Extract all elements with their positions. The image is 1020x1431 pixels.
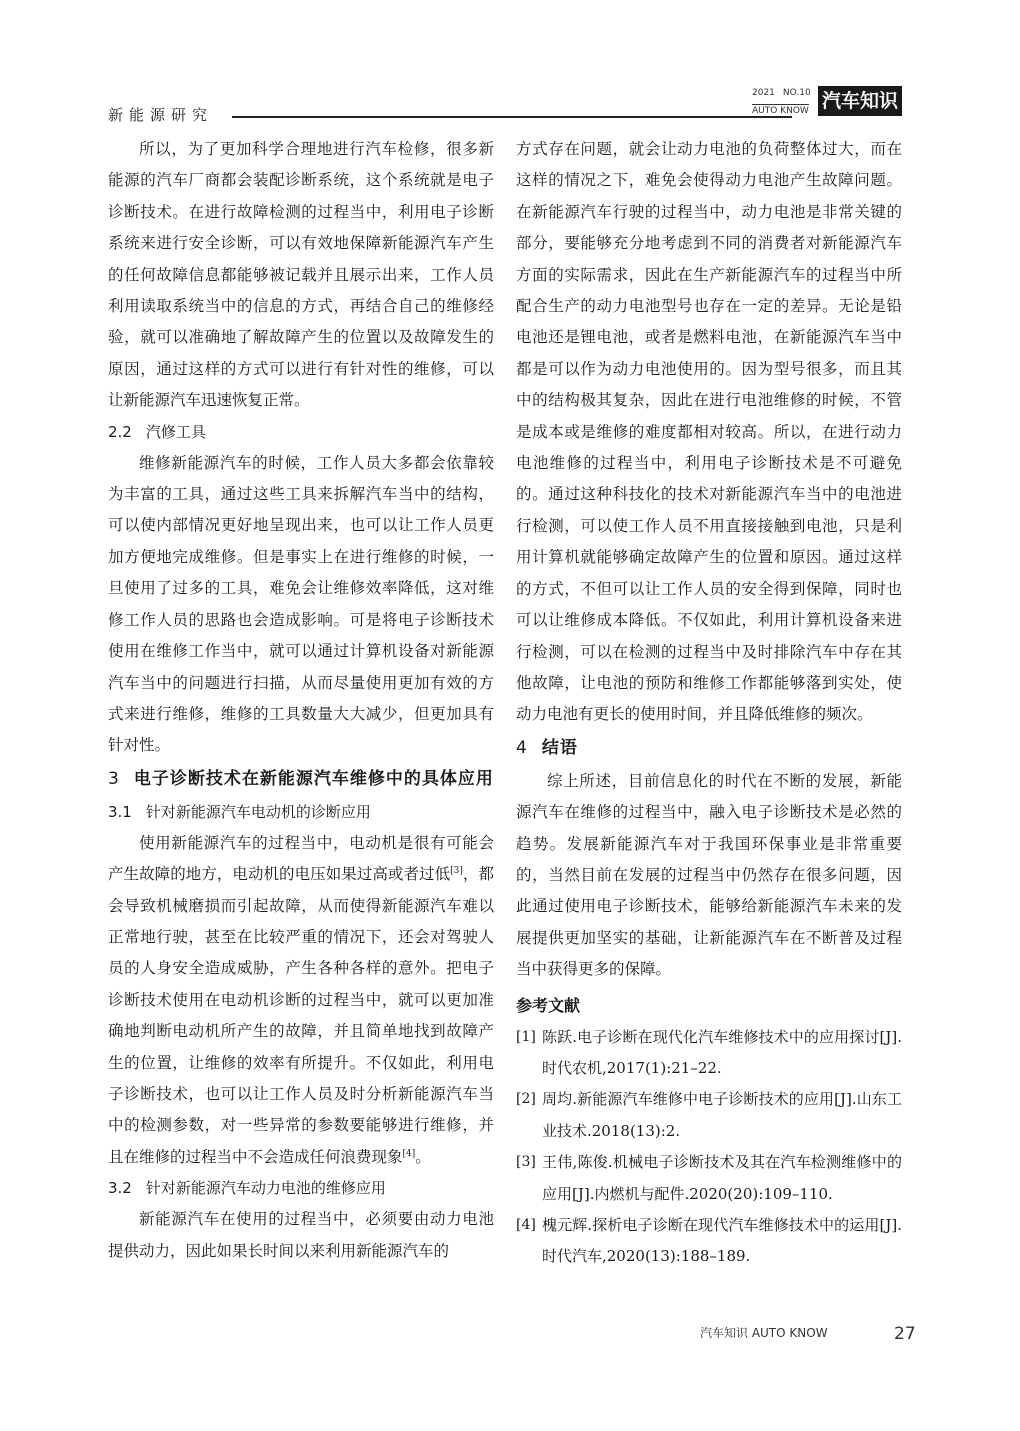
section-number: 3.2 [108, 1179, 132, 1198]
reference-text: 王伟,陈俊.机械电子诊断技术及其在汽车检测维修中的应用[J].内燃机与配件.2020(20):109–110. [542, 1153, 902, 1203]
reference-item [516, 1147, 902, 1210]
section-number: 4 [516, 737, 528, 758]
right-column [516, 134, 902, 1273]
issue-year: 2021 [752, 88, 775, 98]
paragraph [108, 828, 494, 1173]
section-number: 2.2 [108, 422, 132, 441]
paragraph-text: 使用新能源汽车的过程当中，电动机是很有可能会产生故障的地方，电动机的电压如果过高或者过低 [108, 833, 494, 884]
reference-number: [1] [516, 1028, 536, 1045]
reference-text: 陈跃.电子诊断在现代化汽车维修技术中的应用探讨[J].时代农机,2017(1):21–22. [542, 1027, 902, 1077]
left-column [108, 134, 494, 1267]
section-number: 3 [108, 768, 120, 789]
section-title: 电子诊断技术在新能源汽车维修中的具体应用 [133, 768, 494, 789]
section-title: 针对新能源汽车动力电池的维修应用 [145, 1179, 386, 1198]
citation[interactable]: [4] [402, 1148, 416, 1159]
section-number: 3.1 [108, 802, 132, 821]
journal-masthead [752, 86, 902, 118]
reference-item [516, 1210, 902, 1273]
paragraph: 综上所述，目前信息化的时代在不断的发展，新能源汽车在维修的过程当中，融入电子诊断技术是必然的趋势。发展新能源汽车对于我国环保事业是非常重要的，当然目前在发展的过程当中仍然存在很多问题，因此通过使用电子诊断技术，能够给新能源汽车未来的发展提供更加坚实的基础，让新能源汽车在不断普及过程当中获得更多的保障。 [516, 771, 902, 979]
references-heading: 参考文献 [516, 995, 581, 1015]
reference-number: [3] [516, 1154, 536, 1171]
header-rule [232, 116, 792, 118]
issue-number: NO.10 [782, 88, 811, 98]
section-title: 汽修工具 [145, 422, 206, 441]
footer-journal: 汽车知识 AUTO KNOW [700, 1326, 828, 1340]
reference-number: [4] [516, 1217, 536, 1233]
section-title: 结语 [541, 737, 578, 758]
reference-text: 槐元辉.探析电子诊断在现代汽车维修技术中的运用[J].时代汽车,2020(13):188–189. [542, 1216, 902, 1266]
section-heading-3-2 [108, 1173, 494, 1204]
reference-text: 周均.新能源汽车维修中电子诊断技术的应用[J].山东工业技术.2018(13):2. [542, 1090, 902, 1140]
citation[interactable]: [3] [450, 866, 463, 877]
section-header: 新能源研究 [108, 106, 214, 124]
section-heading-4 [516, 733, 902, 764]
reference-item [516, 1022, 902, 1085]
journal-subtitle: AUTO KNOW [752, 106, 809, 116]
section-heading-3 [108, 764, 494, 795]
section-heading-2-2 [108, 417, 494, 448]
section-title: 针对新能源汽车电动机的诊断应用 [145, 802, 371, 821]
paragraph: 方式存在问题，就会让动力电池的负荷整体过大，而在这样的情况之下，难免会使得动力电池产生故障问题。在新能源汽车行驶的过程当中，动力电池是非常关键的部分，要能够充分地考虑到不同的消费者对新能源汽车方面的实际需求，因此在生产新能源汽车的过程当中所配合生产的动力电池型号也存在一定的差异。无论是铅电池还是锂电池，或者是燃料电池，在新能源汽车当中都是可以作为动力电池使用的。因为型号很多，而且其中的结构极其复杂，因此在进行电池维修的时候，不管是成本或是维修的难度都相对较高。所以，在进行动力电池维修的过程当中，利用电子诊断技术是不可避免的。通过这种科技化的技术对新能源汽车当中的电池进行检测，可以使工作人员不用直接接触到电池，只是利用计算机就能够确定故障产生的位置和原因。通过这样的方式，不但可以让工作人员的安全得到保障，同时也可以让维修成本降低。不仅如此，利用计算机设备来进行检测，可以在检测的过程当中及时排除汽车中存在其他故障，让电池的预防和维修工作都能够落到实处，使动力电池有更长的使用时间，并且降低维修的频次。 [516, 140, 902, 724]
paragraph: 所以，为了更加科学合理地进行汽车检修，很多新能源的汽车厂商都会装配诊断系统，这个系统就是电子诊断技术。在进行故障检测的过程当中，利用电子诊断系统来进行安全诊断，可以有效地保障新能源汽车产生的任何故障信息都能够被记载并且展示出来，工作人员利用读取系统当中的信息的方式，再结合自己的维修经验，就可以准确地了解故障产生的位置以及故障发生的原因，通过这样的方式可以进行有针对性的维修，可以让新能源汽车迅速恢复正常。 [108, 140, 494, 410]
reference-item [516, 1084, 902, 1147]
issue-info [752, 88, 819, 98]
paragraph: 新能源汽车在使用的过程当中，必须要由动力电池提供动力，因此如果长时间以来利用新能源汽车的 [108, 1210, 494, 1260]
paragraph-text: ，都会导致机械磨损而引起故障，从而使得新能源汽车难以正常地行驶，甚至在比较严重的情况下，还会对驾驶人员的人身安全造成威胁，产生各种各样的意外。把电子诊断技术使用在电动机诊断的过程当中，就可以更加准确地判断电动机所产生的故障，并且简单地找到故障产生的位置，让维修的效率有所提升。不仅如此，利用电子诊断技术，也可以让工作人员及时分析新能源汽车当中的检测参数，对一些异常的参数要能够进行维修，并且在维修的过程当中不会造成任何浪费现象 [108, 865, 494, 1166]
paragraph: 维修新能源汽车的时候，工作人员大多都会依靠较为丰富的工具，通过这些工具来拆解汽车当中的结构，可以使内部情况更好地呈现出来，也可以让工作人员更加方便地完成维修。但是事实上在进行维修的时候，一旦使用了过多的工具，难免会让维修效率降低，这对维修工作人员的思路也会造成影响。可是将电子诊断技术使用在维修工作当中，就可以通过计算机设备对新能源汽车当中的问题进行扫描，从而尽量使用更加有效的方式来进行维修，维修的工具数量大大减少，但更加具有针对性。 [108, 453, 494, 755]
section-heading-3-1 [108, 797, 494, 828]
paragraph-text: 。 [415, 1147, 431, 1166]
journal-title: 汽车知识 [818, 86, 902, 116]
reference-number: [2] [516, 1091, 536, 1108]
page-number: 27 [894, 1324, 916, 1344]
